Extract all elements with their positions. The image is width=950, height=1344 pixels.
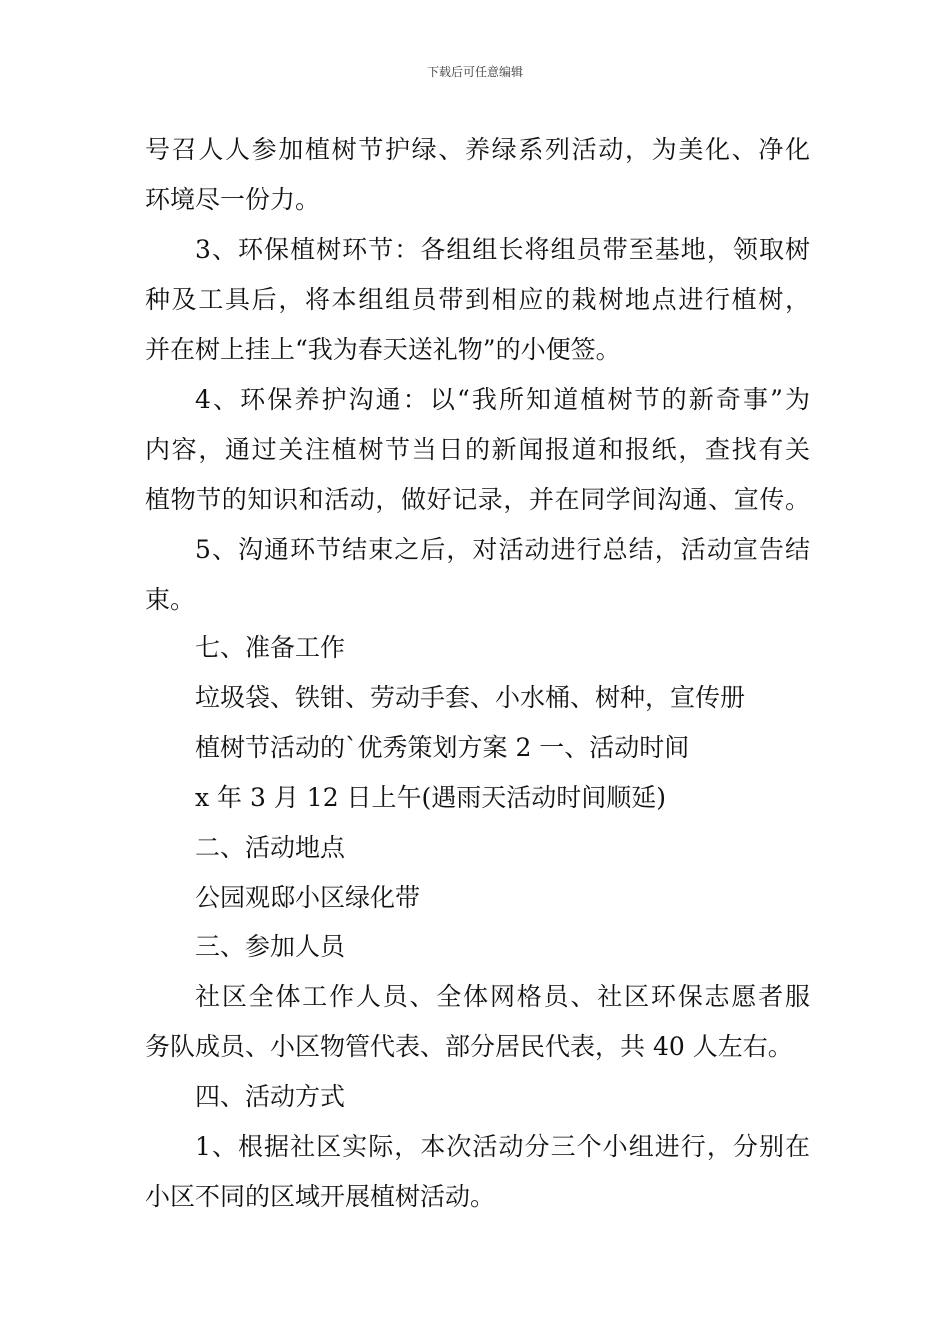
paragraph-line: 务队成员、小区物管代表、部分居民代表，共 40 人左右。 <box>145 1032 793 1061</box>
paragraph-line: 小区不同的区域开展植树活动。 <box>145 1182 496 1211</box>
section-heading: 二、活动地点 <box>195 833 346 862</box>
section-heading: 四、活动方式 <box>195 1082 346 1111</box>
paragraph-line: 植物节的知识和活动，做好记录，并在同学间沟通、宣传。 <box>145 485 810 514</box>
paragraph-line: 号召人人参加植树节护绿、养绿系列活动，为美化、净化 <box>145 135 810 164</box>
paragraph-line: 环境尽一份力。 <box>145 185 321 214</box>
paragraph-line: 社区全体工作人员、全体网格员、社区环保志愿者服 <box>195 982 810 1011</box>
paragraph-line: 束。 <box>145 585 196 614</box>
section-heading: 七、准备工作 <box>195 633 346 662</box>
paragraph-line: 5、沟通环节结束之后，对活动进行总结，活动宣告结 <box>195 535 810 564</box>
section-heading: 三、参加人员 <box>195 932 346 961</box>
paragraph-line: 4、环保养护沟通：以“我所知道植树节的新奇事”为 <box>195 385 810 414</box>
paragraph-line: 种及工具后，将本组组员带到相应的栽树地点进行植树， <box>145 285 810 314</box>
paragraph-line: 并在树上挂上“我为春天送礼物”的小便签。 <box>145 335 621 364</box>
paragraph-line: 1、根据社区实际，本次活动分三个小组进行，分别在 <box>195 1132 810 1161</box>
paragraph-line: 公园观邸小区绿化带 <box>195 883 421 912</box>
paragraph-line: x 年 3 月 12 日上午(遇雨天活动时间顺延) <box>195 783 667 812</box>
paragraph-line: 内容，通过关注植树节当日的新闻报道和报纸，查找有关 <box>145 435 810 464</box>
paragraph-line: 3、环保植树环节：各组组长将组员带至基地，领取树 <box>195 235 810 264</box>
paragraph-line: 垃圾袋、铁钳、劳动手套、小水桶、树种，宣传册 <box>195 683 746 712</box>
page-header: 下载后可任意编辑 <box>426 65 523 79</box>
section-heading: 植树节活动的`优秀策划方案 2 一、活动时间 <box>195 733 690 762</box>
